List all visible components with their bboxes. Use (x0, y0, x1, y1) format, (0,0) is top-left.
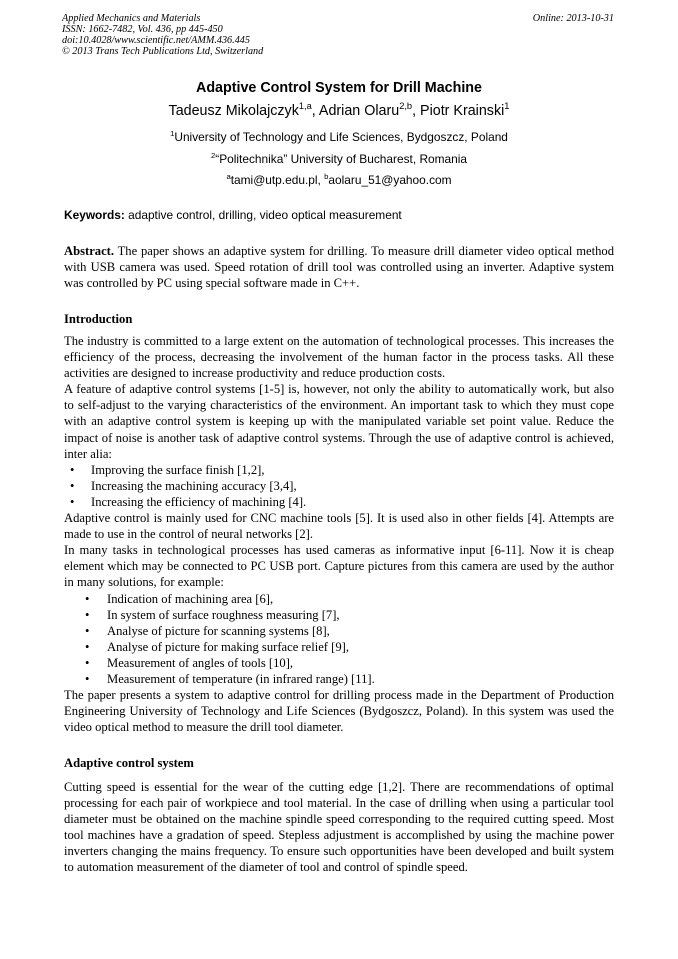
author-superscript: 1,a (298, 101, 312, 112)
list-item: • Measurement of angles of tools [10], (64, 655, 614, 671)
abstract (64, 243, 614, 291)
list-item: • Analyse of picture for making surface relief [9], (64, 639, 614, 655)
issn: ISSN: 1662-7482, Vol. 436, pp 445-450 (62, 23, 223, 35)
introduction-heading: Introduction (64, 312, 133, 326)
abstract-text: The paper shows an adaptive system for drilling. To measure drill diameter video optical method with USB camera was used. Speed rotation of drill tool was controlled using an inverter. Adaptive system was controlled by PC using special software made in C++. (64, 244, 614, 291)
paragraph: Adaptive control is mainly used for CNC machine tools [5]. It is used also in other fields [4]. Attempts are made to use in the control of neural networks [2]. (64, 511, 614, 542)
journal-header (62, 14, 263, 58)
list-item: • Improving the surface finish [1,2], (64, 462, 614, 478)
list-item: • Increasing the machining accuracy [3,4], (64, 478, 614, 494)
doi: doi:10.4028/www.scientific.net/AMM.436.445 (62, 34, 250, 46)
paper-title: Adaptive Control System for Drill Machine (196, 80, 482, 96)
paragraph: The industry is committed to a large extent on the automation of technological processes. This increases the efficiency of the process, decreasing the involvement of the human factor in the process tasks. All these activities are designed to increase productivity and reduce production costs. (64, 334, 614, 381)
online-date: Online: 2013-10-31 (532, 13, 614, 24)
affiliation-1 (0, 130, 678, 144)
abstract-label: Abstract. (64, 244, 115, 258)
bullet-list (64, 462, 614, 510)
email-line: $^a$tami@utp.edu.pl, $^b$aolaru_51@yahoo.com (226, 172, 452, 187)
author-superscript: 1 (504, 101, 510, 112)
adaptive-control-body (64, 779, 614, 876)
list-item: • Indication of machining area [6], (64, 591, 614, 607)
email-address: aolaru_51@yahoo.com (328, 173, 452, 187)
author-separator: , (412, 103, 421, 119)
keywords-label: Keywords: (64, 208, 125, 222)
journal-name: Applied Mechanics and Materials (62, 13, 201, 24)
affiliation-superscript: 1 (170, 129, 175, 139)
affiliation-text: “Politechnika” University of Bucharest, Romania (215, 152, 468, 166)
email-superscript: b (324, 172, 329, 182)
affiliation-text: University of Technology and Life Sciences, Bydgoszcz, Poland (174, 130, 508, 144)
paragraph: A feature of adaptive control systems [1-5] is, however, not only the ability to automatically work, but also to self-adjust to the varying characteristics of the environment. An important task to which they must cope with an adaptive control system is keeping up with the manipulated variable set point value. Reduce the impact of noise is another task of adaptive control systems. Through the use of adaptive control is achieved, inter alia: (64, 382, 614, 461)
author-name: Tadeusz Mikolajczyk (168, 103, 299, 119)
list-item: • In system of surface roughness measuring [7], (64, 607, 614, 623)
introduction-body (64, 333, 614, 735)
email-address: tami@utp.edu.pl (230, 173, 318, 187)
adaptive-control-heading: Adaptive control system (64, 756, 194, 770)
paragraph: Cutting speed is essential for the wear of the cutting edge [1,2]. There are recommendations of optimal processing for each pair of workpiece and tool material. In the case of drilling when using a particular tool diameter must be obtained on the machine spindle speed corresponding to the required cutting speed. Most tool machines have a gradation of speed. Stepless adjustment is accomplished by using the machine power inverters changing the mains frequency. To ensure such opportunities have been developed and built system to automation measurement of the diameter of tool and control of spindle speed. (64, 780, 614, 875)
affiliation-2 (0, 152, 678, 166)
paragraph: The paper presents a system to adaptive control for drilling process made in the Department of Production Engineering University of Technology and Life Sciences (Bydgoszcz, Poland). In this system was used the video optical method to measure the drill tool diameter. (64, 688, 614, 735)
copyright: © 2013 Trans Tech Publications Ltd, Switzerland (62, 45, 264, 57)
author-superscript: 2,b (399, 101, 413, 112)
keywords (64, 208, 402, 222)
email-superscript: a (226, 172, 231, 182)
author-separator: , (311, 103, 319, 119)
keywords-text: adaptive control, drilling, video optical measurement (128, 208, 402, 222)
bullet-list (64, 591, 614, 688)
author-list (0, 103, 678, 119)
paragraph: In many tasks in technological processes has used cameras as informative input [6-11]. Now it is cheap element which may be connected to PC USB port. Capture pictures from this camera are used by the author in many solutions, for example: (64, 543, 614, 590)
list-item: • Measurement of temperature (in infrared range) [11]. (64, 671, 614, 687)
list-item: • Analyse of picture for scanning systems [8], (64, 623, 614, 639)
affiliation-superscript: 2 (210, 151, 216, 161)
list-item: • Increasing the efficiency of machining [4]. (64, 494, 614, 510)
author-name: Adrian Olaru (318, 103, 400, 119)
author-name: Piotr Krainski (420, 103, 505, 119)
